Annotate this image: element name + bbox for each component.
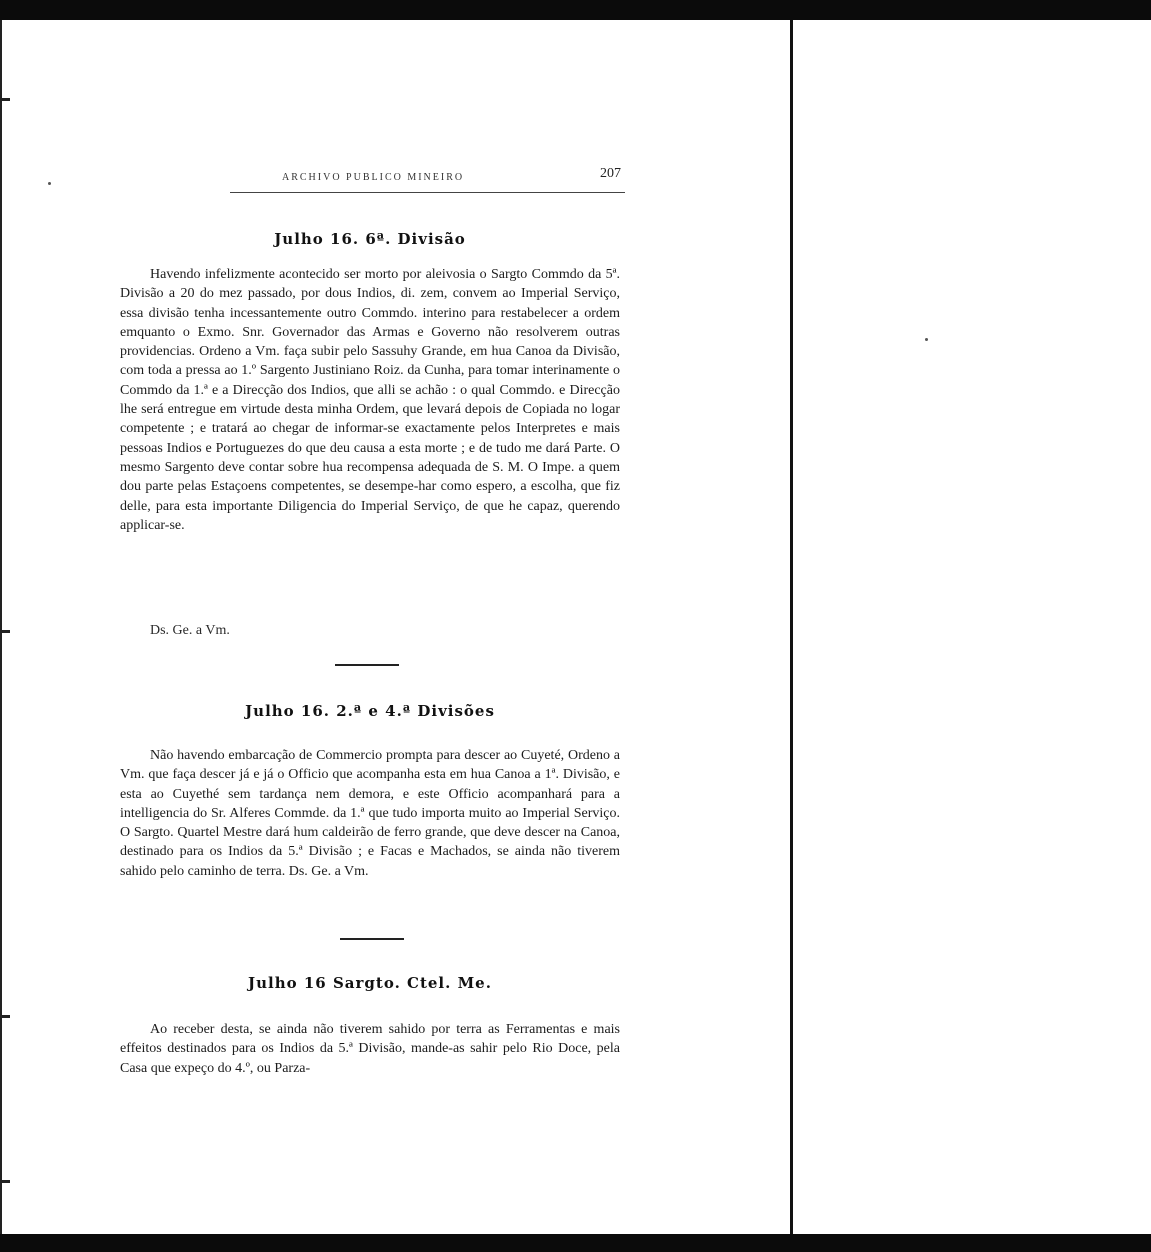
page-number: 207 [600,166,621,181]
edge-mark [2,98,10,101]
paragraph: Ao receber desta, se ainda não tiverem sahido por terra as Ferramentas e mais effeitos destinados para os Indios da 5.ª Divisão, mande-as sahir pelo Rio Doce, pela Casa que expeço do 4.º, ou Parza- [120,1022,620,1076]
edge-mark [2,1180,10,1183]
left-page-edge [0,20,6,1234]
section-heading: Julho 16. 6ª. Divisão [274,230,466,248]
section-heading: Julho 16 Sargto. Ctel. Me. [248,974,492,992]
scan-top-border [0,0,1151,20]
running-header [230,166,625,193]
section-divider [335,664,399,666]
scan-speck [925,338,928,341]
section-divider [340,938,404,940]
running-title: ARCHIVO PUBLICO MINEIRO [282,172,465,183]
paragraph: Não havendo embarcação de Commercio prompta para descer ao Cuyeté, Ordeno a Vm. que faça descer já e já o Officio que acompanha esta em hua Canoa a 1ª. Divisão, e esta ao Cuyethé sem tardança nem demora, e este Officio acompanhará para a intelligencia do Sr. Alferes Commde. da 1.ª que tudo importa muito ao Imperial Serviço. O Sargto. Quartel Mestre dará hum caldeirão de ferro grande, que deve descer na Canoa, destinado para os Indios da 5.ª Divisão ; e Facas e Machados, se ainda não tiverem sahido pelo caminho de terra. Ds. Ge. a Vm. [120,748,620,879]
section-body [120,265,620,535]
page-gutter [790,20,793,1234]
edge-mark [2,1015,10,1018]
section-heading: Julho 16. 2.ª e 4.ª Divisões [245,702,495,720]
section-body [120,1020,620,1078]
scan-speck [48,182,51,185]
paragraph: Havendo infelizmente acontecido ser morto por aleivosia o Sargto Commdo da 5ª. Divisão a 20 do mez passado, por dous Indios, di. zem, convem ao Imperial Serviço, essa divisão tenha incessantemente outro Commdo. interino para restabelecer a ordem emquanto o Exmo. Snr. Governador das Armas e Governo não resolverem outras providencias. Ordeno a Vm. faça subir pelo Sassuhy Grande, em hua Canoa da Divisão, com toda a pressa ao 1.º Sargento Justiniano Roiz. da Cunha, para tomar interinamente o Commdo da 1.ª e a Direcção dos Indios, que alli se achão : o qual Commdo. e Direcção lhe será entregue em virtude desta minha Ordem, que levará depois de Copiada no logar competente ; e tratará ao chegar de informar-se exactamente pelos Interpretes e mais pessoas Indios e Portuguezes do que deu causa a esta morte ; e de tudo me dará Parte. O mesmo Sargento deve contar sobre hua recompensa adequada de S. M. O Impe. a quem dou parte pelas Estaçoens competentes, se desempe-har como espero, a escolha, que fiz delle, para esta importante Diligencia do Imperial Serviço, de que he capaz, querendo applicar-se. [120,267,620,533]
scan-bottom-border [0,1234,1151,1252]
edge-mark [2,630,10,633]
section-body [120,746,620,881]
closing-formula: Ds. Ge. a Vm. [150,623,230,638]
